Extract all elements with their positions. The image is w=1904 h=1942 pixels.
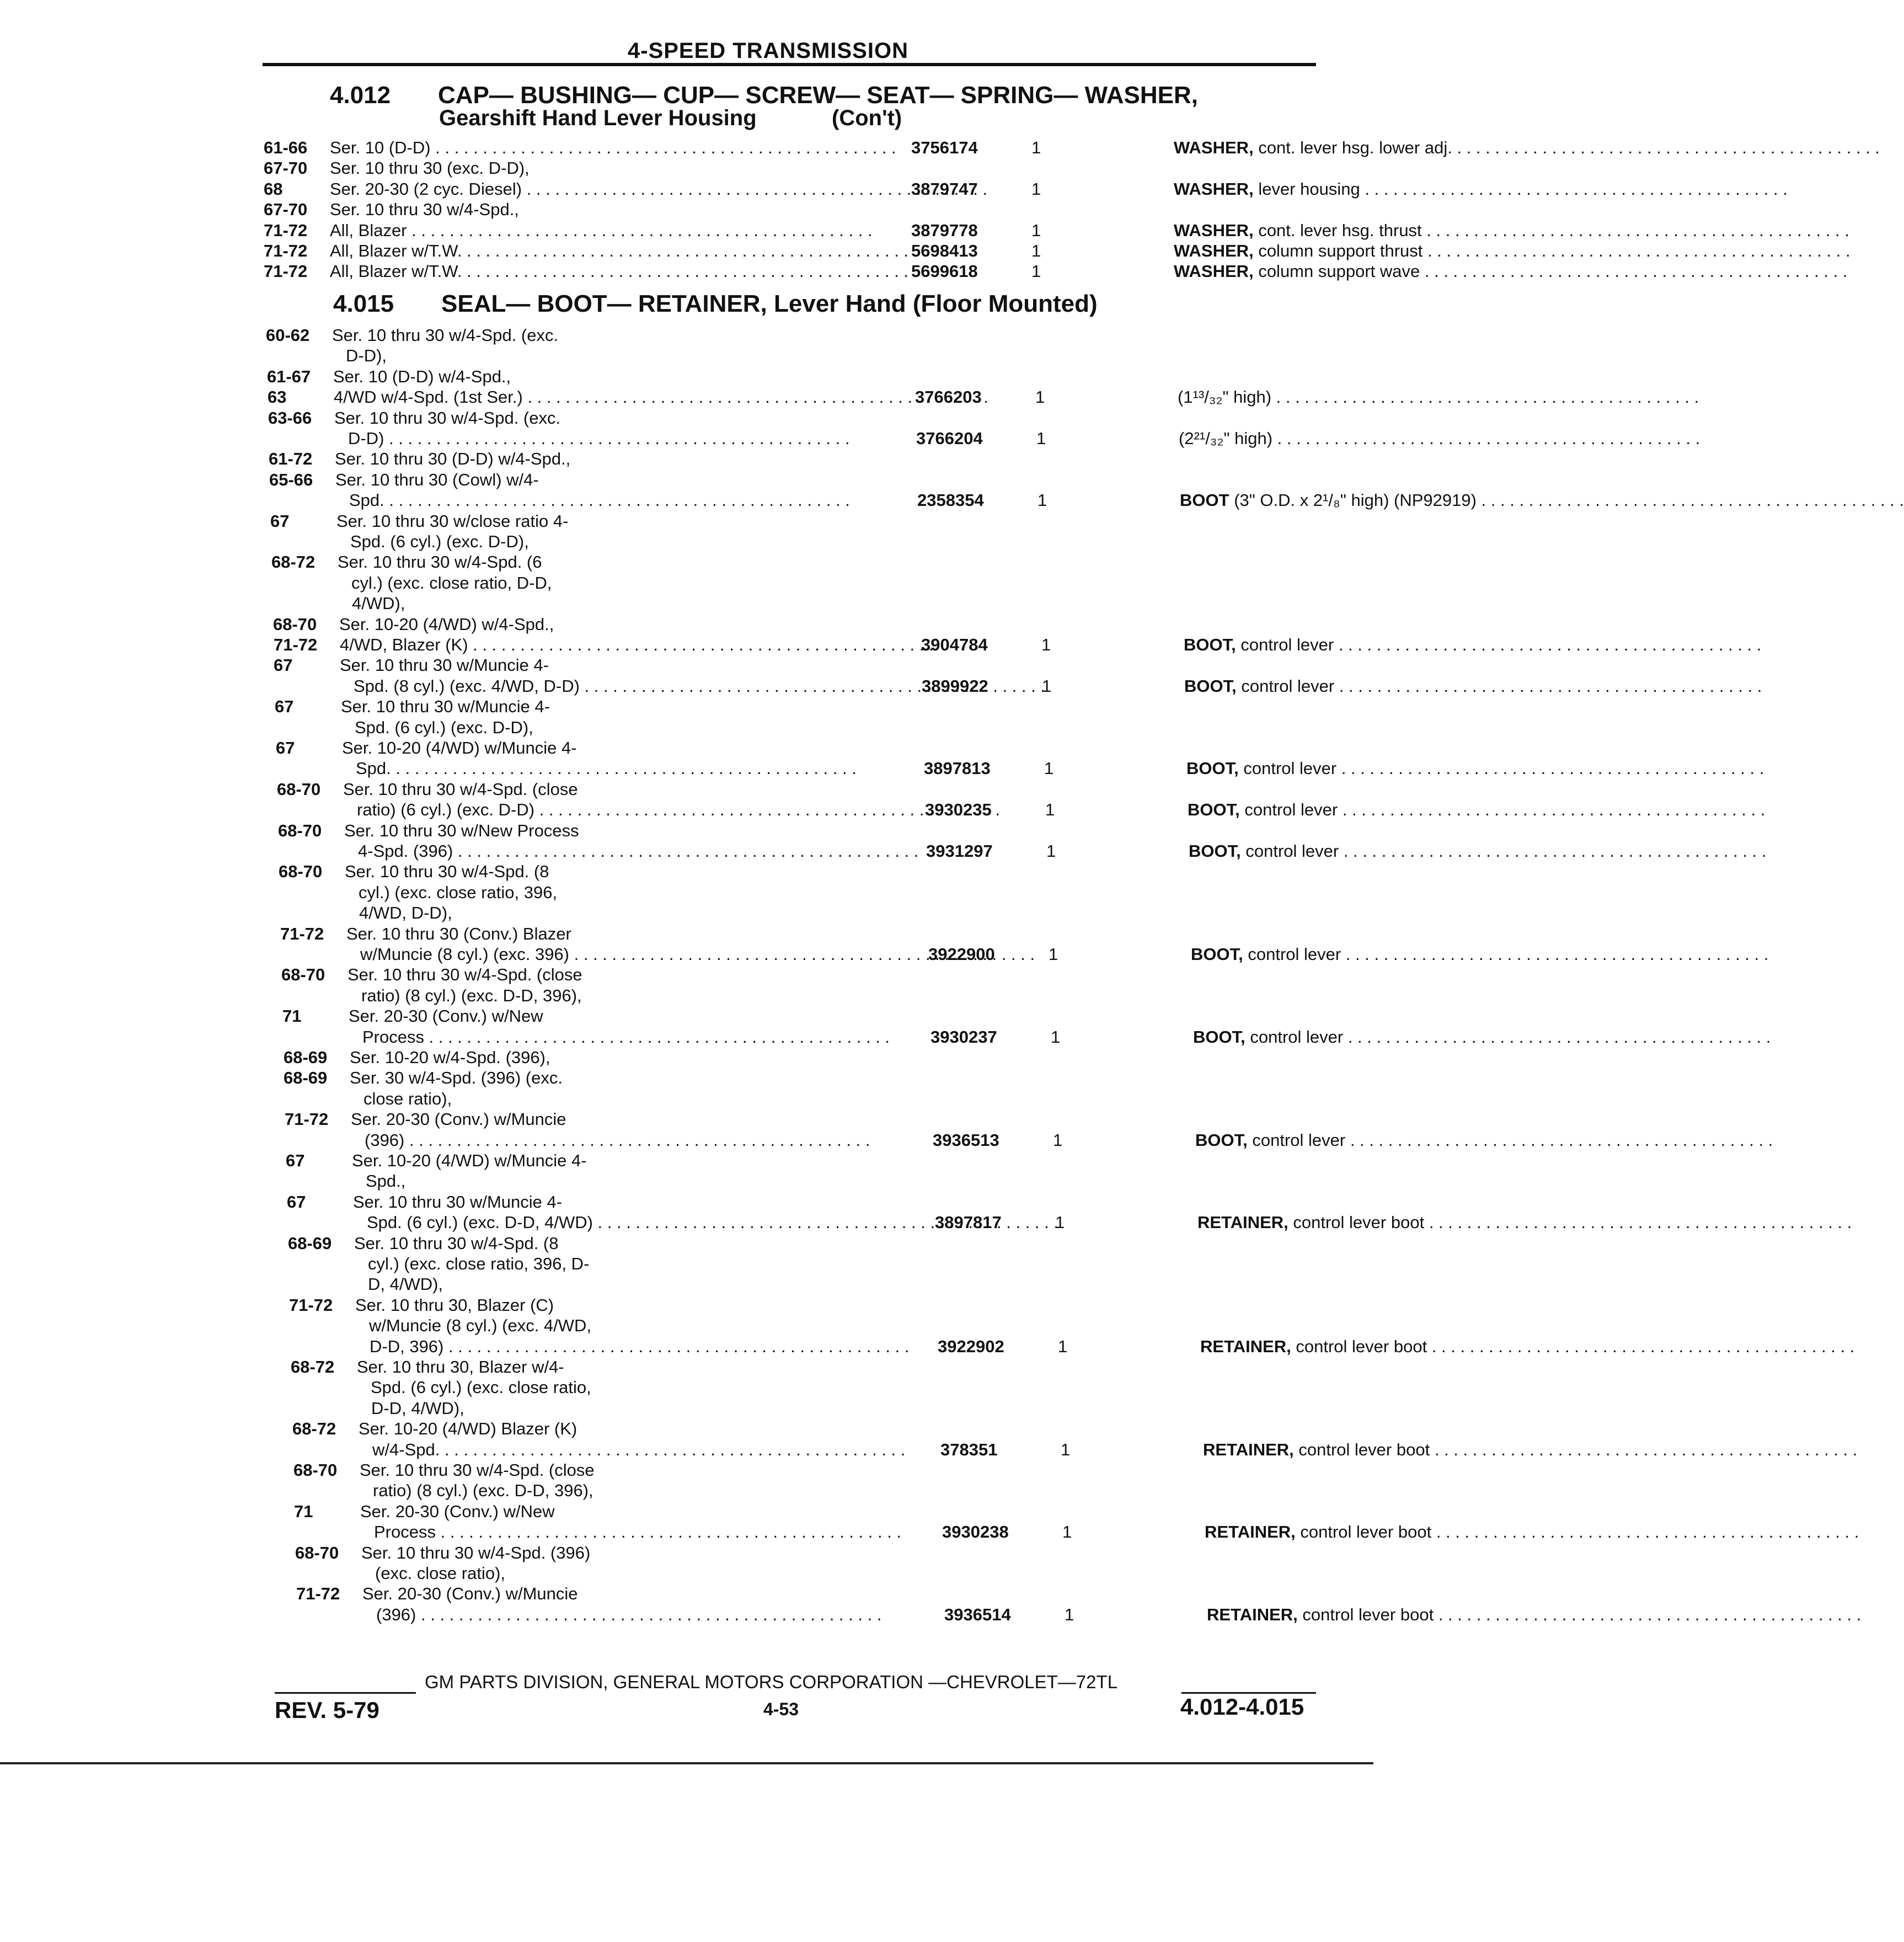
description-name: BOOT, xyxy=(1184,635,1236,654)
application: cyl.) (exc. close ratio, D-D, xyxy=(351,573,552,593)
description-detail: (3" O.D. x 2¹/₈" high) (NP92919) . . . xyxy=(1234,490,1904,510)
application: Spd. . . . xyxy=(349,489,915,511)
footer-page-number: 4-53 xyxy=(763,1699,799,1719)
description-name: RETAINER, xyxy=(1205,1522,1296,1541)
section-4012-number: 4.012 xyxy=(330,82,391,109)
description-name: BOOT xyxy=(1180,490,1229,510)
model-year: 68 xyxy=(264,179,283,199)
description xyxy=(1193,1026,1590,1048)
application: Ser. 10 thru 30, Blazer w/4- xyxy=(357,1357,564,1377)
application: Ser. 10 thru 30 w/4-Spd. (close xyxy=(347,965,582,984)
application: Ser. 10 thru 30 (exc. D-D), xyxy=(330,158,530,178)
description xyxy=(1184,675,1581,697)
application: Ser. 20-30 (Conv.) w/Muncie xyxy=(362,1584,578,1603)
description-detail: control lever . . . xyxy=(1240,635,1761,654)
description-name: WASHER, xyxy=(1174,179,1254,199)
application: Ser. 10-20 w/4-Spd. (396), xyxy=(350,1048,550,1067)
description xyxy=(1174,240,1571,262)
application: Ser. 10-20 (4/WD) w/4-Spd., xyxy=(339,615,554,634)
application: Ser. 10 thru 30 w/Muncie 4- xyxy=(353,1192,563,1212)
description-name: RETAINER, xyxy=(1203,1440,1294,1459)
application: cyl.) (exc. close ratio, 396, D- xyxy=(368,1254,590,1273)
part-number: 3936513 xyxy=(933,1130,999,1150)
description-name: BOOT, xyxy=(1195,1130,1248,1150)
model-year: 63-66 xyxy=(268,408,312,428)
application: Ser. 20-30 (Conv.) w/New xyxy=(349,1006,543,1026)
model-year: 71 xyxy=(294,1502,313,1521)
application: Ser. 10 thru 30 w/4-Spd. (396) xyxy=(361,1543,591,1562)
quantity: 1 xyxy=(1031,179,1041,199)
part-number: 378351 xyxy=(940,1440,998,1459)
quantity: 1 xyxy=(1042,676,1052,696)
section-4012-cont: (Con't) xyxy=(832,106,902,130)
quantity: 1 xyxy=(1051,1027,1061,1047)
description xyxy=(1174,178,1571,200)
model-year: 68-70 xyxy=(293,1460,338,1480)
part-number: 3930237 xyxy=(930,1027,997,1047)
model-year: 68-70 xyxy=(279,862,323,881)
quantity: 1 xyxy=(1045,800,1055,819)
quantity: 1 xyxy=(1036,429,1046,448)
quantity: 1 xyxy=(1031,221,1041,240)
description-detail: control lever boot . . . xyxy=(1298,1440,1857,1459)
description xyxy=(1195,1129,1592,1151)
application: Ser. 10 thru 30 w/4-Spd. (close xyxy=(360,1460,595,1480)
description-name: BOOT, xyxy=(1186,759,1239,778)
description xyxy=(1174,137,1571,159)
part-number: 3930235 xyxy=(925,800,992,819)
model-year: 65-66 xyxy=(269,470,313,489)
application: Ser. 10 (D-D) w/4-Spd., xyxy=(333,367,511,386)
application: Ser. 10 (D-D) . . . xyxy=(330,137,909,159)
application: Spd. (8 cyl.) (exc. 4/WD, D-D) . . . xyxy=(354,675,919,697)
application: All, Blazer . . . xyxy=(330,220,909,242)
model-year: 67 xyxy=(270,511,290,531)
application: Spd. (6 cyl.) (exc. D-D), xyxy=(355,718,533,737)
quantity: 1 xyxy=(1053,1130,1063,1150)
part-number: 3936514 xyxy=(944,1605,1011,1624)
application: 4/WD), xyxy=(352,594,405,613)
model-year: 68-70 xyxy=(295,1543,339,1562)
part-number: 5698413 xyxy=(911,241,978,260)
description-name: WASHER, xyxy=(1174,221,1254,240)
description-detail: control lever . . . xyxy=(1241,676,1762,696)
part-number: 3922900 xyxy=(928,945,995,964)
quantity: 1 xyxy=(1037,490,1047,510)
quantity: 1 xyxy=(1062,1522,1072,1541)
application: Spd. (6 cyl.) (exc. D-D, 4/WD) . . . xyxy=(367,1212,933,1234)
part-number: 2358354 xyxy=(917,490,984,510)
application: Ser. 10 thru 30 w/Muncie 4- xyxy=(341,697,550,716)
footer-corporation: GM PARTS DIVISION, GENERAL MOTORS CORPORATION —CHEVROLET—72TL xyxy=(425,1672,1118,1692)
quantity: 1 xyxy=(1031,138,1041,157)
quantity: 1 xyxy=(1049,945,1058,964)
application: Ser. 10 thru 30 w/4-Spd. (exc. xyxy=(334,408,561,428)
application: Ser. 10 thru 30 w/4-Spd. (8 xyxy=(354,1234,559,1253)
quantity: 1 xyxy=(1061,1440,1071,1459)
model-year: 67 xyxy=(274,655,293,675)
application: Ser. 10-20 (4/WD) Blazer (K) xyxy=(359,1419,577,1438)
footer-section-range: 4.012-4.015 xyxy=(1180,1694,1304,1720)
model-year: 71-72 xyxy=(296,1584,340,1603)
quantity: 1 xyxy=(1046,841,1056,861)
model-year: 71-72 xyxy=(274,635,318,654)
model-year: 68-69 xyxy=(288,1234,332,1253)
description-detail: control lever boot . . . xyxy=(1293,1213,1852,1232)
model-year: 71-72 xyxy=(280,924,324,943)
description-name: WASHER, xyxy=(1174,241,1254,260)
application: Ser. 10-20 (4/WD) w/Muncie 4- xyxy=(352,1151,587,1170)
part-number: 3756174 xyxy=(911,138,978,157)
description-name: BOOT, xyxy=(1189,841,1241,861)
description-detail: cont. lever hsg. thrust . . . xyxy=(1258,221,1849,240)
model-year: 68-69 xyxy=(284,1048,328,1067)
model-year: 71-72 xyxy=(264,221,308,240)
description-detail: control lever . . . xyxy=(1245,841,1766,861)
application: w/Muncie (8 cyl.) (exc. 4/WD, xyxy=(369,1316,592,1335)
description-detail: control lever . . . xyxy=(1248,945,1768,964)
model-year: 71-72 xyxy=(264,262,308,281)
description xyxy=(1180,489,1577,511)
description xyxy=(1200,1336,1597,1358)
application: Ser. 30 w/4-Spd. (396) (exc. xyxy=(350,1068,563,1087)
description-name: WASHER, xyxy=(1174,262,1254,281)
application: cyl.) (exc. close ratio, 396, xyxy=(359,883,558,902)
description-detail: lever housing . . . xyxy=(1258,179,1788,199)
description xyxy=(1174,260,1571,282)
application: Ser. 20-30 (Conv.) w/New xyxy=(360,1502,555,1521)
model-year: 63 xyxy=(268,387,287,407)
description-name: BOOT, xyxy=(1184,676,1237,696)
model-year: 67-70 xyxy=(264,158,308,178)
description-detail: (2²¹/₃₂" high) . . . xyxy=(1179,429,1700,448)
application: Ser. 10 thru 30, Blazer (C) xyxy=(355,1295,554,1315)
description xyxy=(1174,220,1571,242)
description xyxy=(1178,386,1575,408)
model-year: 71-72 xyxy=(264,241,308,260)
application: 4-Spd. (396) . . . xyxy=(358,840,924,862)
application: ratio) (6 cyl.) (exc. D-D) . . . xyxy=(357,799,923,821)
application: ratio) (8 cyl.) (exc. D-D, 396), xyxy=(361,986,582,1005)
scan-edge-line xyxy=(0,1762,1373,1764)
model-year: 67 xyxy=(275,697,294,716)
description-detail: column support thrust . . . xyxy=(1258,241,1850,260)
application: Ser. 10 thru 30 w/4-Spd., xyxy=(330,200,519,219)
application: Ser. 10-20 (4/WD) w/Muncie 4- xyxy=(342,738,577,757)
quantity: 1 xyxy=(1031,262,1041,281)
section-4012-subtitle: Gearshift Hand Lever Housing xyxy=(439,106,757,130)
application: Ser. 10 thru 30 w/4-Spd. (6 xyxy=(338,552,542,572)
model-year: 61-67 xyxy=(267,367,311,386)
application: Ser. 10 thru 30 w/New Process xyxy=(344,821,579,840)
application: D-D) . . . xyxy=(348,428,914,450)
description xyxy=(1188,799,1585,821)
application: w/Muncie (8 cyl.) (exc. 396) . . . xyxy=(360,943,926,965)
section-4015-title: SEAL— BOOT— RETAINER, Lever Hand (Floor Mounted) xyxy=(441,290,1098,317)
part-number: 3766204 xyxy=(916,429,983,448)
application: w/4-Spd. . . . xyxy=(372,1439,938,1461)
quantity: 1 xyxy=(1058,1337,1068,1356)
application: Ser. 10 thru 30 w/4-Spd. (exc. xyxy=(332,326,559,345)
application: 4/WD, Blazer (K) . . . xyxy=(340,634,919,656)
description xyxy=(1197,1212,1595,1234)
quantity: 1 xyxy=(1041,635,1051,654)
application: Ser. 10 thru 30 w/4-Spd. (close xyxy=(343,780,578,799)
model-year: 71-72 xyxy=(285,1109,329,1129)
application: Process . . . xyxy=(362,1026,928,1048)
application: D-D, 4/WD), xyxy=(371,1399,464,1418)
model-year: 71-72 xyxy=(289,1295,333,1315)
application: Ser. 20-30 (2 cyc. Diesel) . . . xyxy=(330,178,909,200)
description xyxy=(1191,943,1588,965)
application: Ser. 10 thru 30 w/4-Spd. (8 xyxy=(345,862,549,881)
application: close ratio), xyxy=(363,1089,452,1108)
application: Ser. 10 thru 30 (Conv.) Blazer xyxy=(346,924,571,943)
description-name: WASHER, xyxy=(1174,138,1254,157)
application: Ser. 10 thru 30 w/Muncie 4- xyxy=(340,655,549,675)
application: Spd., xyxy=(366,1171,406,1191)
section-4015-number: 4.015 xyxy=(333,290,394,317)
description xyxy=(1203,1439,1600,1461)
footer-rule-left xyxy=(275,1692,416,1694)
model-year: 68-70 xyxy=(281,965,325,984)
description-detail: control lever . . . xyxy=(1244,800,1765,819)
description xyxy=(1184,634,1581,656)
description xyxy=(1189,840,1586,862)
application: D-D), xyxy=(346,346,387,365)
part-number: 3930238 xyxy=(942,1522,1009,1541)
application: Ser. 20-30 (Conv.) w/Muncie xyxy=(351,1109,566,1129)
application: Ser. 10 thru 30 (D-D) w/4-Spd., xyxy=(335,449,571,468)
quantity: 1 xyxy=(1065,1605,1074,1624)
description-detail: control lever . . . xyxy=(1252,1130,1773,1150)
application: Ser. 10 thru 30 w/close ratio 4- xyxy=(336,511,569,531)
application: (396) . . . xyxy=(365,1129,930,1151)
application: 4/WD w/4-Spd. (1st Ser.) . . . xyxy=(334,386,913,408)
quantity: 1 xyxy=(1035,387,1045,407)
model-year: 61-72 xyxy=(269,449,313,468)
application: Spd. . . . xyxy=(356,757,922,780)
model-year: 68-70 xyxy=(273,615,317,634)
page-header: 4-SPEED TRANSMISSION xyxy=(628,39,908,63)
application: 4/WD, D-D), xyxy=(359,903,452,922)
model-year: 68-72 xyxy=(271,552,315,572)
model-year: 61-66 xyxy=(264,138,308,157)
description-name: BOOT, xyxy=(1193,1027,1245,1047)
description-name: BOOT, xyxy=(1188,800,1240,819)
part-number: 3931297 xyxy=(926,841,993,861)
description-detail: control lever boot . . . xyxy=(1296,1337,1854,1356)
application: Spd. (6 cyl.) (exc. D-D), xyxy=(350,532,529,551)
part-number: 3897813 xyxy=(924,759,991,778)
part-number: 3904784 xyxy=(921,635,988,654)
model-year: 67 xyxy=(276,738,295,757)
description xyxy=(1205,1521,1602,1543)
footer-revision: REV. 5-79 xyxy=(275,1697,379,1723)
model-year: 67 xyxy=(286,1151,305,1170)
model-year: 68-72 xyxy=(291,1357,335,1377)
application: D, 4/WD), xyxy=(368,1274,443,1294)
description-detail: control lever boot . . . xyxy=(1300,1522,1859,1541)
application: (exc. close ratio), xyxy=(375,1564,506,1583)
part-number: 3766203 xyxy=(915,387,982,407)
part-number: 3879747 xyxy=(911,179,978,199)
quantity: 1 xyxy=(1044,759,1054,778)
description-detail: control lever . . . xyxy=(1250,1027,1771,1047)
description xyxy=(1186,757,1584,780)
part-number: 3899922 xyxy=(922,676,988,696)
part-number: 5699618 xyxy=(911,262,978,281)
description-detail: control lever boot . . . xyxy=(1302,1605,1861,1624)
application: ratio) (8 cyl.) (exc. D-D, 396), xyxy=(373,1481,593,1500)
model-year: 68-70 xyxy=(278,821,322,840)
application: Process . . . xyxy=(374,1521,940,1543)
description-name: RETAINER, xyxy=(1200,1337,1291,1356)
part-number: 3879778 xyxy=(911,221,978,240)
description-name: RETAINER, xyxy=(1197,1213,1288,1232)
description-name: BOOT, xyxy=(1191,945,1243,964)
application: All, Blazer w/T.W. . . . xyxy=(330,260,909,282)
quantity: 1 xyxy=(1055,1213,1065,1232)
description-detail: (1¹³/₃₂" high) . . . xyxy=(1178,387,1699,407)
section-4012-title: CAP— BUSHING— CUP— SCREW— SEAT— SPRING— WASHER, xyxy=(438,82,1198,109)
application: D-D, 396) . . . xyxy=(370,1336,935,1358)
model-year: 67 xyxy=(287,1192,306,1212)
model-year: 68-69 xyxy=(284,1068,328,1087)
description xyxy=(1207,1604,1604,1626)
application: (396) . . . xyxy=(376,1604,942,1626)
model-year: 71 xyxy=(282,1006,302,1026)
description-name: RETAINER, xyxy=(1207,1605,1298,1624)
description-detail: cont. lever hsg. lower adj. . . . xyxy=(1258,138,1880,157)
model-year: 67-70 xyxy=(264,200,308,219)
part-number: 3922902 xyxy=(938,1337,1004,1356)
model-year: 68-72 xyxy=(292,1419,336,1438)
description-detail: column support wave . . . xyxy=(1258,262,1847,281)
model-year: 60-62 xyxy=(266,326,310,345)
part-number: 3897817 xyxy=(935,1213,1002,1232)
description xyxy=(1179,428,1576,450)
quantity: 1 xyxy=(1031,241,1041,260)
application: All, Blazer w/T.W. . . . xyxy=(330,240,909,262)
application: Spd. (6 cyl.) (exc. close ratio, xyxy=(371,1378,591,1397)
model-year: 68-70 xyxy=(277,780,321,799)
description-detail: control lever . . . xyxy=(1243,759,1764,778)
application: Ser. 10 thru 30 (Cowl) w/4- xyxy=(335,470,539,489)
